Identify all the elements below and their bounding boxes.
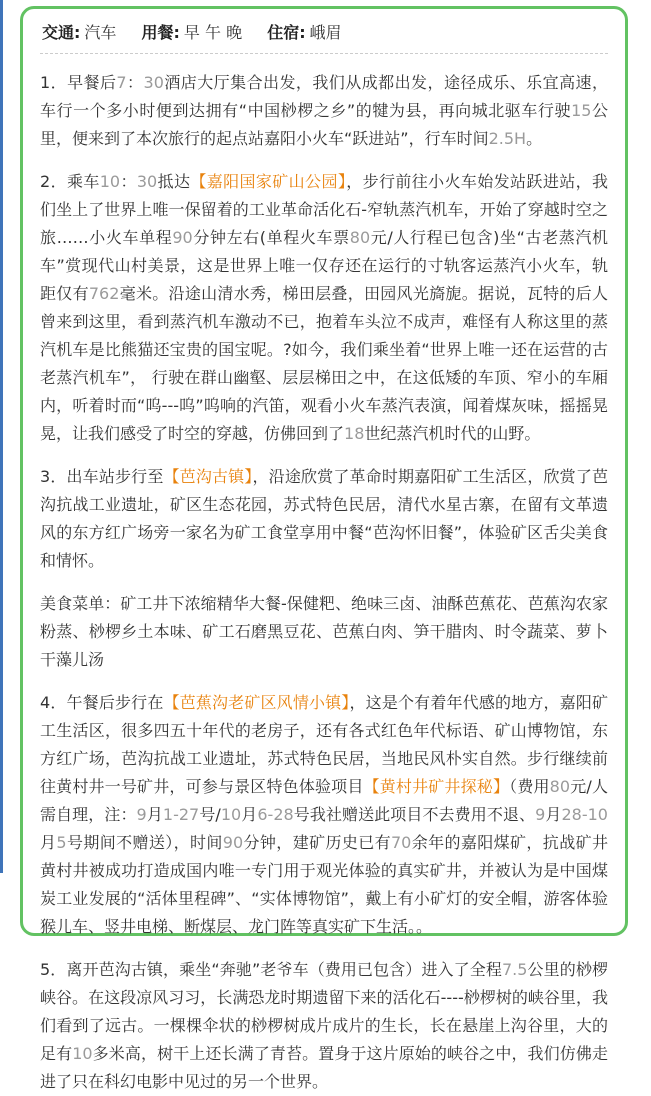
numeric-value: 7 [116, 73, 127, 92]
trip-info-header [40, 19, 608, 47]
numeric-value: 90 [172, 228, 193, 247]
lodging-info [267, 23, 341, 42]
body-text: 分钟，建矿历史已有 [243, 833, 391, 852]
transport-label: 交通: [42, 23, 81, 42]
highlighted-attraction-name: 【嘉阳国家矿山公园】 [190, 172, 347, 191]
body-text: 抵达 [157, 172, 191, 191]
body-text: 。 [526, 129, 543, 148]
body-text: 酒店大厅集合出发，我们从成都出发，途径成乐、乐宜高速，车行一个多小时便到达拥有“中国桫椤之乡”的犍为县，再向城北驱车行驶 [40, 73, 608, 120]
numeric-value: 762 [88, 284, 120, 303]
numeric-value: 10 [220, 805, 242, 824]
body-text: 毫米。沿途山清水秀，梯田层叠，田园风光旖旎。据说，瓦特的后人曾来到这里，看到蒸汽机车激动不已，抱着车头泣不成声，难怪有人称这里的蒸汽机车是比熊猫还宝贵的国宝呢。?如今，我们乘坐着“世界上唯一还在运营的古老蒸汽机车”， 行驶在群山幽壑、层层梯田之中，在这低矮的车顶、窄小的车厢内，听着时而“呜---呜”呜响的汽笛，观看小火车蒸汽表演，闻着煤灰味，摇摇晃晃，让我们感受了时空的穿越，仿佛回到了 [40, 284, 608, 443]
itinerary-paragraph-3 [40, 463, 608, 575]
transport-info [42, 23, 116, 42]
body-text: 月 [545, 805, 562, 824]
body-text: 号我社赠送此项目不去费用不退、 [293, 805, 536, 824]
numeric-value: 2.5H [488, 129, 527, 148]
numeric-value: 5 [56, 833, 67, 852]
numeric-value: 7.5 [502, 960, 528, 979]
numeric-value: 18 [344, 424, 365, 443]
numeric-value: 80 [549, 777, 571, 796]
body-text: ： [126, 73, 144, 92]
numeric-value: 30 [143, 73, 164, 92]
numeric-value: 10 [72, 1044, 93, 1063]
body-text: 4．午餐后步行在 [40, 693, 164, 712]
numeric-value: 28-10 [561, 805, 608, 824]
meals-label: 用餐: [141, 23, 180, 42]
itinerary-paragraph-2 [40, 168, 608, 448]
left-accent-line [0, 0, 3, 873]
body-text: 2．乘车 [40, 172, 100, 191]
body-text: 号/ [199, 805, 221, 824]
numeric-value: 70 [391, 833, 412, 852]
itinerary-paragraph-1 [40, 69, 608, 153]
body-text: 余年的嘉阳煤矿，抗战矿井黄村井被成功打造成国内唯一专门用于观光体验的真实矿井，并被认为是中国煤炭工业发展的“活体里程碑”、“实体博物馆”，戴上有小矿灯的安全帽，游客体验猴儿车、竖井电梯、断煤层、龙门阵等真实矿下生活。。 [40, 833, 608, 936]
numeric-value: 6-28 [257, 805, 294, 824]
itinerary-content [40, 69, 608, 1096]
highlighted-attraction-name: 【黄村井矿井探秘】 [363, 777, 510, 796]
numeric-value: 1-27 [162, 805, 200, 824]
numeric-value: 90 [222, 833, 244, 852]
body-text: ，步行前往小火车始发站跃进站，我们坐上了世界上唯一保留着的工业革命活化石-窄轨蒸汽机车，开始了穿越时空之旅……小火车单程 [40, 172, 608, 247]
meals-value: 早 午 晚 [183, 23, 243, 42]
body-text: 月 [40, 833, 57, 852]
highlighted-attraction-name: 【芭蕉沟老矿区风情小镇】 [163, 693, 350, 712]
numeric-value: 15 [571, 101, 592, 120]
transport-value: 汽车 [84, 23, 117, 42]
body-text: 号期间不赠送），时间 [66, 833, 223, 852]
menu-paragraph [40, 590, 608, 674]
itinerary-paragraph-4 [40, 689, 608, 941]
body-text: ，沿途欣赏了革命时期嘉阳矿工生活区，欣赏了芭沟抗战工业遗址，矿区生态花园，苏式特色民居，清代水星古寨，在留有文革遗风的东方红广场旁一家名为矿工食堂享用中餐“芭沟怀旧餐”，体验矿区舌尖美食和情怀。 [40, 467, 608, 570]
body-text: 多米高，树干上还长满了青苔。置身于这片原始的峡谷之中，我们仿佛走进了只在科幻电影中见过的另一个世界。 [40, 1044, 608, 1091]
header-divider [40, 53, 608, 54]
body-text: 公里的桫椤峡谷。在这段凉风习习，长满恐龙时期遗留下来的活化石----桫椤树的峡谷里，我们看到了远古。一棵棵伞状的桫椤树成片成片的生长，长在悬崖上沟谷里，大的足有 [40, 960, 608, 1063]
body-text: （费用 [509, 777, 550, 796]
body-text: ，这是个有着年代感的地方，嘉阳矿工生活区，很多四五十年代的老房子，还有各式红色年代标语、矿山博物馆，东方红广场，芭沟抗战工业遗址，苏式特色民居，当地民风朴实自然。步行继续前往黄村井一号矿井，可参与景区特色体验项目 [40, 693, 608, 796]
lodging-value: 峨眉 [309, 23, 342, 42]
body-text: 美食菜单：矿工井下浓缩精华大餐-保健粑、绝味三卤、油酥芭蕉花、芭蕉沟农家粉蒸、桫椤乡土本味、矿工石磨黑豆花、芭蕉白肉、笋干腊肉、时令蔬菜、萝卜干藻儿汤 [40, 594, 608, 669]
body-text: 1．早餐后 [40, 73, 117, 92]
itinerary-paragraph-5 [40, 956, 608, 1096]
body-text: 元/人行程已包含)坐“古老蒸汽机车”赏现代山村美景，这是世界上唯一仅存还在运行的寸轨客运蒸汽小火车，轨距仅有 [40, 228, 608, 303]
lodging-label: 住宿: [267, 23, 306, 42]
numeric-value: 80 [349, 228, 371, 247]
numeric-value: 10 [99, 172, 121, 191]
body-text: 元/人需自理，注： [40, 777, 608, 824]
body-text: 分钟左右(单程火车票 [192, 228, 350, 247]
numeric-value: 9 [136, 805, 147, 824]
body-text: ： [120, 172, 137, 191]
body-text: 月 [241, 805, 258, 824]
body-text: 5．离开芭沟古镇，乘坐“奔驰”老爷车（费用已包含）进入了全程 [40, 960, 502, 979]
highlighted-attraction-name: 【芭沟古镇】 [163, 467, 253, 486]
body-text: 世纪蒸汽机时代的山野。 [364, 424, 541, 443]
numeric-value: 9 [535, 805, 546, 824]
body-text: 月 [146, 805, 163, 824]
body-text: 3．出车站步行至 [40, 467, 164, 486]
body-text: 公里，便来到了本次旅行的起点站嘉阳小火车“跃进站”，行车时间 [40, 101, 608, 148]
numeric-value: 30 [136, 172, 158, 191]
meals-info [142, 23, 243, 42]
itinerary-card [20, 6, 628, 1091]
